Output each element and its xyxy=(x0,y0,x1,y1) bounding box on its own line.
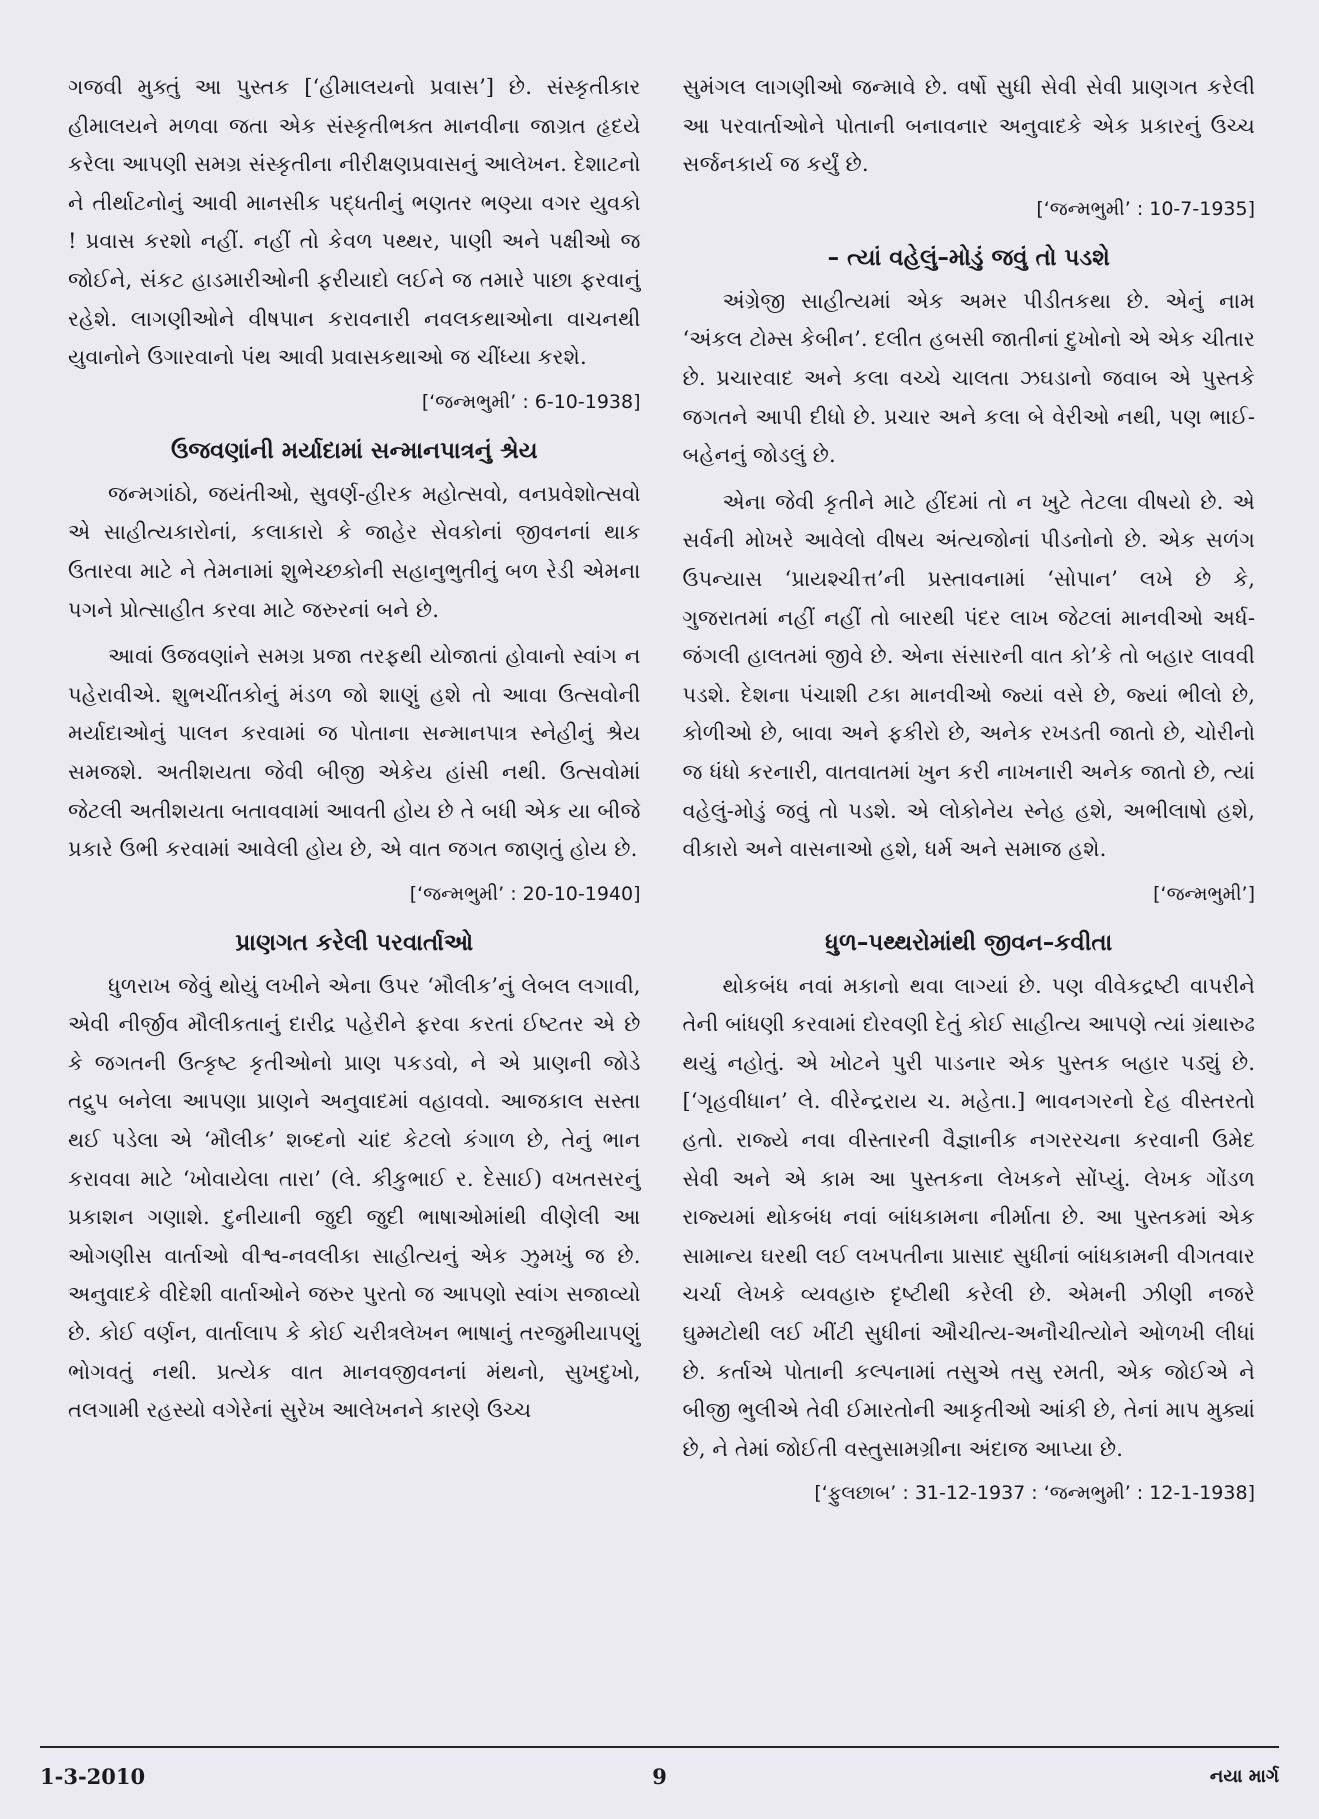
source-citation: [‘જન્મભુમી’ : 20-10-1940] xyxy=(409,882,641,905)
footer-divider xyxy=(40,1746,1279,1748)
page-number: 9 xyxy=(652,1763,667,1789)
source-citation: [‘જન્મભુમી’] xyxy=(1153,882,1255,905)
section-heading-life-poetry: ધુળ–પથ્થરોમાંથી જીવન–કવીતા xyxy=(825,929,1113,956)
paragraph-himalaya-review: ગજવી મુક્તું આ પુસ્તક [‘હીમાલયનો પ્રવાસ’] છે. સંસ્કૃતીકાર હીમાલયને મળવા જતા એક સંસ્કૃતીભક્ત માનવીના જાગ્રત હૃદયે કરેલા આપણી સમગ્ર સંસ્કૃતીના નીરીક્ષણપ્રવાસનું આલેખન. દેશાટનો ને તીર્થાટનોનું આવી માનસીક પદ્ધતીનું ભણતર ભણ્યા વગર યુવકો ! પ્રવાસ કરશો નહીં. નહીં તો કેવળ પથ્થર, પાણી અને પક્ષીઓ જ જોઈને, સંકટ હાડમારીઓની ફરીયાદો લઈને જ તમારે પાછા ફરવાનું રહેશે. લાગણીઓને વીષપાન કરાવનારી નવલકથાઓના વાચનથી યુવાનોને ઉગારવાનો પંથ આવી પ્રવાસકથાઓ જ ચીંધ્યા કરશે. xyxy=(68,74,641,370)
section-heading-celebrations: ઉજવણાંની મર્યાદામાં સન્માનપાત્રનું શ્રેય xyxy=(170,437,538,464)
section-heading-must-go: – ત્યાં વહેલું–મોડું જવું તો પડશે xyxy=(827,244,1110,271)
paragraph-outcast-subjects: એના જેવી કૃતીને માટે હીંદમાં તો ન ખુટે તેટલા વીષયો છે. એ સર્વની મોખરે આવેલો વીષય અંત્યજોનાં પીડનોનો છે. એક સળંગ ઉપન્યાસ ‘પ્રાયશ્ચીત્ત’ની પ્રસ્તાવનામાં ‘સોપાન’ લખે છે કે, ગુજરાતમાં નહીં નહીં તો બારથી પંદર લાખ જેટલાં માનવીઓ અર્ધ-જંગલી હાલતમાં જીવે છે. એના સંસારની વાત કો’કે તો બહાર લાવવી પડશે. દેશના પંચાશી ટકા માનવીઓ જ્યાં વસે છે, જ્યાં ભીલો છે, કોળીઓ છે, બાવા અને ફકીરો છે, અનેક રખડતી જાતો છે, ચોરીનો જ ધંધો કરનારી, વાતવાતમાં ખુન કરી નાખનારી અનેક જાતો છે, ત્યાં વહેલું-મોડું જવું તો પડશે. એ લોકોનેય સ્નેહ હશે, અભીલાષો હશે, વીકારો અને વાસનાઓ હશે, ધર્મ અને સમાજ હશે. xyxy=(682,488,1255,862)
two-column-body xyxy=(68,68,1255,1748)
page-footer xyxy=(40,1756,1279,1796)
paragraph-translated-stories-cont: સુમંગલ લાગણીઓ જન્માવે છે. વર્ષો સુધી સેવી સેવી પ્રાણગત કરેલી આ પરવાર્તાઓને પોતાની બનાવનાર અનુવાદકે એક પ્રકારનું ઉચ્ચ સર્જનકાર્ય જ કર્યું છે. xyxy=(682,74,1255,177)
magazine-name: નયા માર્ગ xyxy=(1209,1765,1279,1787)
left-column xyxy=(68,68,641,1748)
paragraph-translated-stories: ધુળરાખ જેવું થોયું લખીને એના ઉપર ‘મૌલીક’નું લેબલ લગાવી, એવી નીર્જીવ મૌલીકતાનું દારીદ્ર પહેરીને ફરવા કરતાં ઈષ્ટતર એ છે કે જગતની ઉત્કૃષ્ટ કૃતીઓનો પ્રાણ પકડવો, ને એ પ્રાણની જોડે તદ્રુપ બનેલા આપણા પ્રાણને અનુવાદમાં વહાવવો. આજકાલ સસ્તા થઈ પડેલા એ ‘મૌલીક’ શબ્દનો ચાંદ કેટલો કંગાળ છે, તેનું ભાન કરાવવા માટે ‘ખોવાયેલા તારા’ (લે. કીકુભાઈ ર. દેસાઈ) વખતસરનું પ્રકાશન ગણાશે. દુનીયાની જુદી જુદી ભાષાઓમાંથી વીણેલી આ ઓગણીસ વાર્તાઓ વીશ્વ-નવલીકા સાહીત્યનું એક ઝુમખું જ છે. અનુવાદકે વીદેશી વાર્તાઓને જરુર પુરતો જ આપણો સ્વાંગ સજાવ્યો છે. કોઈ વર્ણન, વાર્તાલાપ કે કોઈ ચરીત્રલેખન ભાષાનું તરજુમીયાપણું ભોગવતું નથી. પ્રત્યેક વાત માનવજીવનનાં મંથનો, સુખદુખો, તલગામી રહસ્યો વગેરેનાં સુરેખ આલેખનને કારણે ઉચ્ચ xyxy=(68,972,641,1423)
issue-date: 1-3-2010 xyxy=(40,1763,146,1789)
paragraph-celebrations-1: જન્મગાંઠો, જયંતીઓ, સુવર્ણ-હીરક મહોત્સવો, વનપ્રવેશોત્સવો એ સાહીત્યકારોનાં, કલાકારો કે જાહેર સેવકોનાં જીવનનાં થાક ઉતારવા માટે ને તેમનામાં શુભેચ્છકોની સહાનુભુતીનું બળ રેડી એમના પગને પ્રોત્સાહીત કરવા માટે જરુરનાં બને છે. xyxy=(68,480,641,622)
source-citation: [‘ફુલછાબ’ : 31-12-1937 : ‘જન્મભુમી’ : 12-1-1938] xyxy=(814,1482,1255,1505)
paragraph-uncle-toms-cabin: અંગ્રેજી સાહીત્યમાં એક અમર પીડીતકથા છે. એનું નામ ‘અંકલ ટોમ્સ કેબીન’. દલીત હબસી જાતીનાં દુખોનો એ એક ચીતાર છે. પ્રચારવાદ અને કલા વચ્ચે ચાલતા ઝઘડાનો જવાબ એ પુસ્તકે જગતને આપી દીધો છે. પ્રચાર અને કલા બે વેરીઓ નથી, પણ ભાઈ- બહેનનું જોડલું છે. xyxy=(682,287,1255,468)
paragraph-celebrations-2: આવાં ઉજવણાંને સમગ્ર પ્રજા તરફથી યોજાતાં હોવાનો સ્વાંગ ન પહેરાવીએ. શુભચીંતકોનું મંડળ જો શાણું હશે તો આવા ઉત્સવોની મર્યાદાઓનું પાલન કરવામાં જ પોતાના સન્માનપાત્ર સ્નેહીનું શ્રેય સમજશે. અતીશયતા જેવી બીજી એકેય હાંસી નથી. ઉત્સવોમાં જેટલી અતીશયતા બતાવવામાં આવતી હોય છે તે બધી એક યા બીજે પ્રકારે ઉભી કરવામાં આવેલી હોય છે, એ વાત જગત જાણતું હોય છે. xyxy=(68,643,641,862)
paragraph-grihavidhan: થોકબંધ નવાં મકાનો થવા લાગ્યાં છે. પણ વીવેકદ્રષ્ટી વાપરીને તેની બાંધણી કરવામાં દોરવણી દેતું કોઈ સાહીત્ય આપણે ત્યાં ગ્રંથારુઢ થયું નહોતું. એ ખોટને પુરી પાડનાર એક પુસ્તક બહાર પડ્યું છે. [‘ગૃહવીધાન’ લે. વીરેન્દ્રરાય ચ. મહેતા.] ભાવનગરનો દેહ વીસ્તરતો હતો. રાજ્યે નવા વીસ્તારની વૈજ્ઞાનીક નગરરચના કરવાની ઉમેદ સેવી અને એ કામ આ પુસ્તકના લેખકને સોંપ્યું. લેખક ગોંડળ રાજ્યમાં થોકબંધ નવાં બાંધકામના નીર્માતા છે. આ પુસ્તકમાં એક સામાન્ય ઘરથી લઈ લખપતીના પ્રાસાદ સુધીનાં બાંધકામની વીગતવાર ચર્ચા લેખકે વ્યવહારુ દૃષ્ટીથી કરેલી છે. એમની ઝીણી નજરે ઘુમ્મટોથી લઈ ખીંટી સુધીનાં ઔચીત્ય-અનૌચીત્યોને ઓળખી લીધાં છે. કર્તાએ પોતાની કલ્પનામાં તસુએ તસુ રમતી, એક જોઈએ ને બીજી ભુલીએ તેવી ઈમારતોની આકૃતીઓ આંકી છે, તેનાં માપ મુક્યાં છે, ને તેમાં જોઈતી વસ્તુસામગ્રીના અંદાજ આપ્યા છે. xyxy=(682,972,1255,1461)
section-heading-translated-stories: પ્રાણગત કરેલી પરવાર્તાઓ xyxy=(235,929,474,956)
source-citation: [‘જન્મભુમી’ : 6-10-1938] xyxy=(421,390,641,413)
right-column xyxy=(683,68,1256,1748)
source-citation: [‘જન્મભુમી’ : 10-7-1935] xyxy=(1036,197,1255,220)
